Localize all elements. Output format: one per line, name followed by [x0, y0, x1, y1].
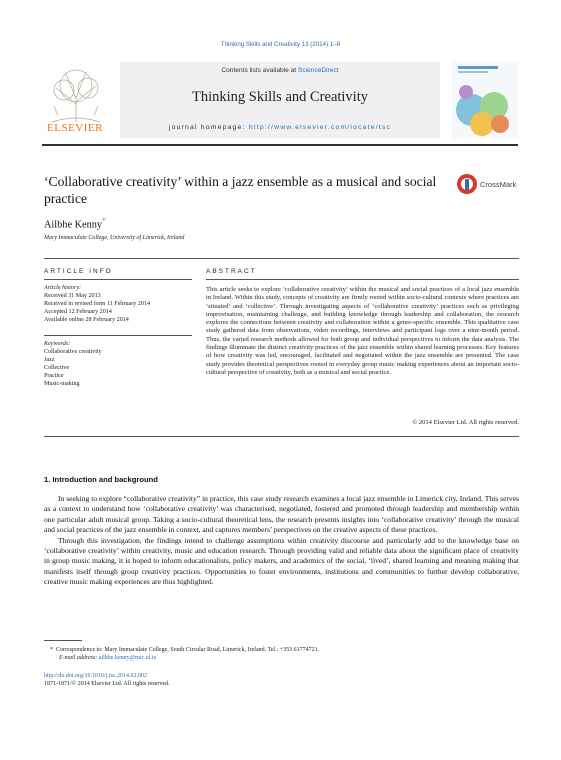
keywords-block	[44, 340, 192, 388]
article-title: ‘Collaborative creativity’ within a jazz ensemble as a musical and social practice	[44, 174, 437, 206]
contents-line: Contents lists available at ScienceDirect	[221, 67, 339, 74]
article-info-heading: ARTICLE INFO	[44, 268, 113, 275]
journal-homepage-line: journal homepage: http://www.elsevier.com/locate/tsc	[168, 124, 392, 131]
article-history-label: Article history:	[44, 285, 82, 291]
abstract-text: This article seeks to explore ‘collaborative creativity’ within the musical and social practices of a local jazz ensemble in Ireland. Within this study, concepts of creativity are firmly rooted within socio-cultural contexts where practices are ‘situated’ and ‘collective’. Through investigating aspects of ‘collaborative creativity’ practices such as privileging improvisation, maintaining challenge, and building knowledge through leadership and collaboration, the research explores the connections between creativity and collaboration within a genre-specific ensemble. This qualitative case study gathered data from observations, video recordings, interviews and participant logs over a nine-month period. Thus, the varied research methods allowed for both group and individual perspectives to inform the data analysis. The findings illuminate the distinct creativity practices of the jazz ensemble within shared learning processes. Key features of how creativity was led, encouraged, facilitated and negotiated within the jazz ensemble are presented. The case study provides theoretical perspectives rooted in everyday group music making experiences about an important socio-cultural perspective of creativity, both as a musical and social practice.	[206, 286, 519, 376]
correspondence-footnote	[50, 646, 520, 662]
history-revised: Received in revised form 11 February 2014	[44, 301, 151, 307]
history-received: Received 31 May 2013	[44, 293, 101, 299]
elsevier-wordmark: ELSEVIER	[47, 122, 103, 134]
running-head[interactable]: Thinking Skills and Creativity 13 (2014) 1–8	[220, 41, 341, 48]
footnote-mark: *	[50, 647, 53, 653]
body-paragraph: Through this investigation, the findings intend to challenge assumptions within creativity discourse and particularly add to the knowledge base on ‘collaborative creativity’ within creativity, music and education research. Through providing valid and reliable data about the significant place of creativity in group music making, it is hoped to inform educationalists, policy makers, and academics of the social, ‘lived’, shared learning and meaning making that manifests itself through group creativity practices. Opportunities to foster environments, institutions and communities to further develop collaborative, creative music making experiences are thus highlighted.	[44, 535, 519, 587]
history-online: Available online 28 February 2014	[44, 317, 129, 323]
keywords-rule	[44, 335, 192, 336]
crossmark-badge[interactable]	[456, 173, 520, 195]
keyword-item: Music-making	[44, 381, 80, 387]
section-1-title: 1. Introduction and background	[44, 475, 158, 484]
article-history	[44, 284, 192, 324]
journal-homepage-link[interactable]: http://www.elsevier.com/locate/tsc	[248, 124, 392, 131]
author-email-link[interactable]: ailbhe.kenny@mic.ul.ie	[98, 655, 157, 661]
history-accepted: Accepted 12 February 2014	[44, 309, 112, 315]
masthead-center-panel	[120, 62, 440, 138]
doi-link[interactable]: http://dx.doi.org/10.1016/j.tsc.2014.02.002	[44, 673, 148, 679]
keyword-item: Practice	[44, 373, 64, 379]
journal-title: Thinking Skills and Creativity	[191, 89, 368, 105]
abstract-end-rule	[44, 436, 519, 437]
body-paragraph: In seeking to explore “collaborative creativity” in practice, this case study research examines a local jazz ensemble in Limerick city, Ireland. This serves as a context to understand how ‘collaborative creativity’ was characterised, negotiated, fostered and promoted through leadership and membership within one particular adult musical group. Taking a socio-cultural theoretical lens, the research presents insights into ‘collaborative creativity’ through the musical and social practices of the jazz ensemble in context, and captures members’ perspectives on the creative aspects of these practices.	[44, 494, 519, 535]
doi-block	[44, 672, 170, 688]
author-affiliation: Mary Immaculate College, University of Limerick, Ireland	[44, 235, 185, 241]
footnote-rule	[44, 640, 82, 641]
abstract-rule	[206, 279, 519, 280]
journal-masthead	[42, 62, 518, 138]
keyword-item: Jazz	[44, 357, 55, 363]
issn-line: 1871-1871/© 2014 Elsevier Ltd. All rights reserved.	[44, 681, 170, 687]
sciencedirect-link[interactable]: ScienceDirect	[297, 67, 339, 74]
keyword-item: Collaborative creativity	[44, 349, 102, 355]
author-footnote-mark[interactable]: *	[102, 217, 106, 225]
section-1-body	[44, 494, 519, 588]
header-rule	[44, 258, 519, 259]
footnote-correspondence: * Correspondence to: Mary Immaculate College, South Circular Road, Limerick, Ireland. Tel.: +353 61774721.	[50, 647, 320, 653]
keyword-item: Collective	[44, 365, 70, 371]
journal-cover-thumbnail	[452, 62, 518, 138]
article-info-rule	[44, 279, 192, 280]
keywords-label: Keywords:	[44, 341, 71, 347]
abstract-copyright: © 2014 Elsevier Ltd. All rights reserved.	[412, 419, 519, 426]
svg-text:CrossMark: CrossMark	[480, 180, 517, 189]
footnote-email: E-mail address: ailbhe.kenny@mic.ul.ie	[59, 655, 157, 661]
author-name: Ailbhe Kenny*	[44, 217, 106, 231]
abstract-heading: ABSTRACT	[206, 268, 257, 275]
masthead-rule	[42, 144, 518, 146]
